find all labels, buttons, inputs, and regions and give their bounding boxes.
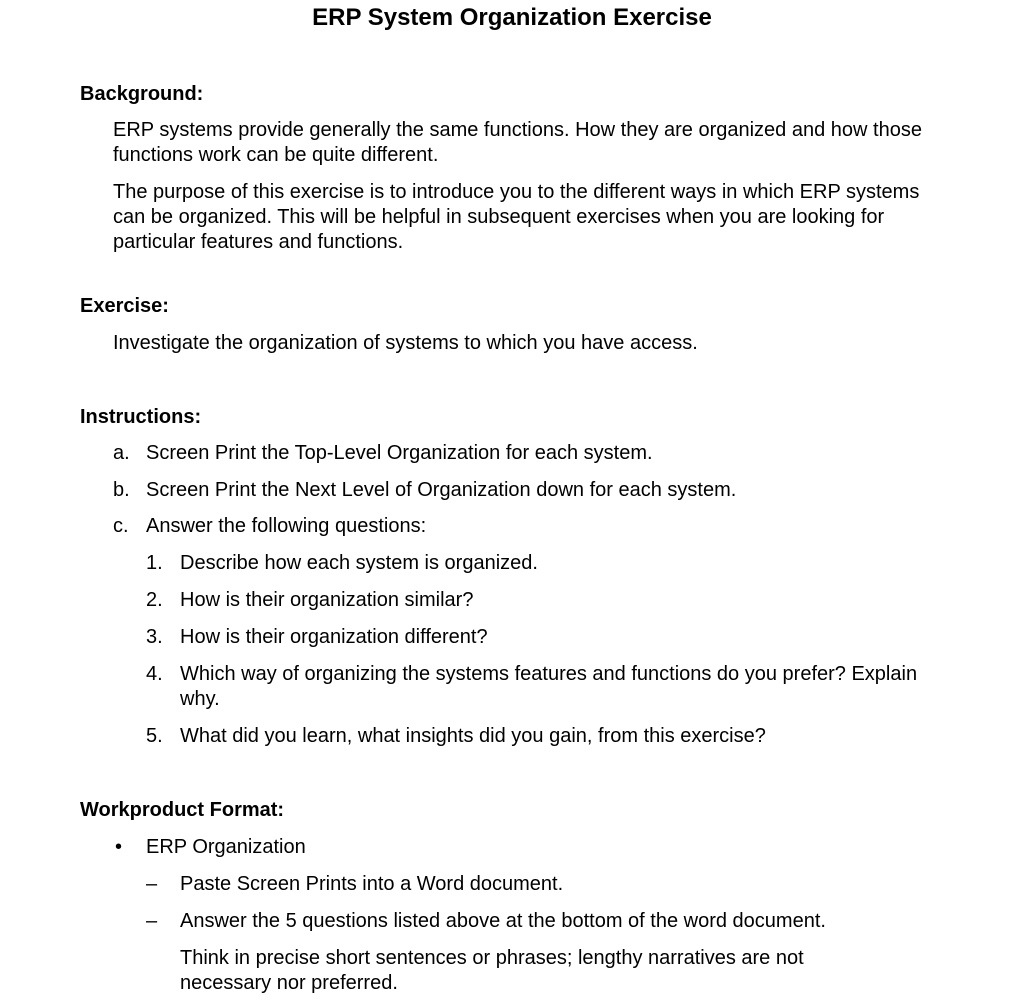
background-paragraph-2: The purpose of this exercise is to introduce you to the different ways in which ERP systems can be organized. This will be helpful in subsequent exercises when you are looking for particular features and functions. <box>113 181 920 253</box>
list-marker: 2. <box>146 589 163 611</box>
list-item-text: Which way of organizing the systems features and functions do you prefer? Explain why. <box>180 663 918 710</box>
list-item-text: Paste Screen Prints into a Word document. <box>180 873 564 895</box>
exercise-text: Investigate the organization of systems to which you have access. <box>113 332 698 354</box>
list-item-text: How is their organization similar? <box>180 589 474 611</box>
list-item-text: Answer the following questions: <box>146 515 427 537</box>
instructions-heading: Instructions: <box>80 406 202 428</box>
dash-marker: – <box>146 910 158 932</box>
dash-marker: – <box>146 873 158 895</box>
list-marker: c. <box>113 515 129 537</box>
list-marker: a. <box>113 442 130 464</box>
list-item-text: Answer the 5 questions listed above at the bottom of the word document. <box>180 910 826 932</box>
background-heading: Background: <box>80 83 204 105</box>
list-item-text: ERP Organization <box>146 836 306 858</box>
workproduct-heading: Workproduct Format: <box>80 799 285 821</box>
list-item-text: How is their organization different? <box>180 626 488 648</box>
workproduct-note: Think in precise short sentences or phrases; lengthy narratives are not necessary nor preferred. <box>180 947 804 994</box>
page-title: ERP System Organization Exercise <box>312 4 712 31</box>
background-paragraph-1: ERP systems provide generally the same functions. How they are organized and how those functions work can be quite different. <box>113 119 922 166</box>
list-marker: b. <box>113 479 130 501</box>
list-item-text: Screen Print the Next Level of Organization down for each system. <box>146 479 737 501</box>
list-item-text: Screen Print the Top-Level Organization for each system. <box>146 442 653 464</box>
list-marker: 1. <box>146 552 163 574</box>
list-marker: 4. <box>146 663 163 685</box>
bullet-marker: • <box>115 836 123 858</box>
list-marker: 5. <box>146 725 163 747</box>
list-marker: 3. <box>146 626 163 648</box>
list-item-text: What did you learn, what insights did you gain, from this exercise? <box>180 725 766 747</box>
list-item-text: Describe how each system is organized. <box>180 552 538 574</box>
exercise-heading: Exercise: <box>80 295 169 317</box>
